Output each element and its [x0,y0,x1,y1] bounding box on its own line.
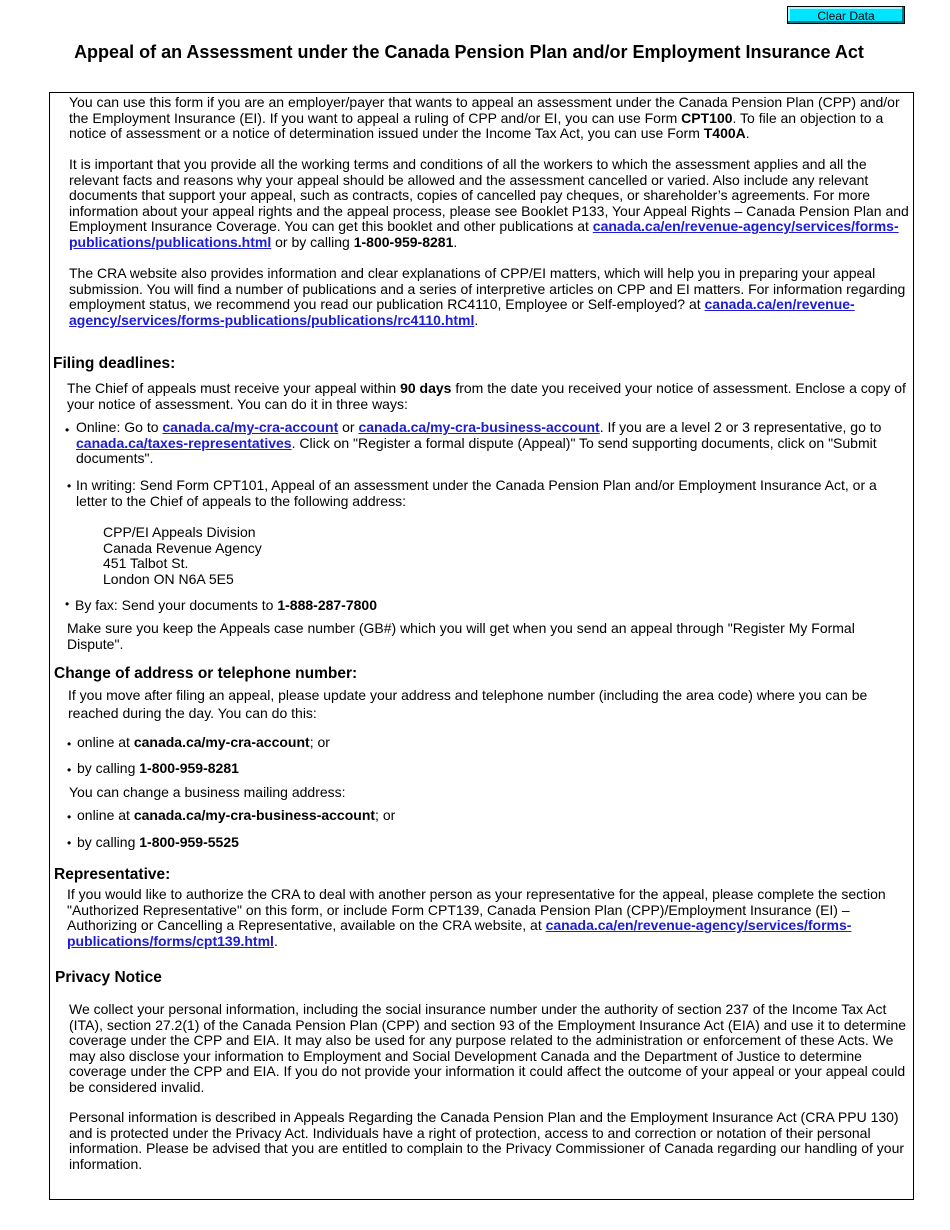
privacy-paragraph-1: We collect your personal information, including the social insurance number under the authority of section 237 of the Income Tax Act (ITA), section 27.2(1) of the Canada Pension Plan (CPP) and section 93 of the Employment Insurance Act (EIA) and use it to determine coverage under the CPP and EIA. It may also be used for any purpose related to the administration or enforcement of these Acts. We may also disclose your information to Employment and Social Development Canada and the Department of Justice to determine coverage under the CPP and EIA. If you do not provide your information it could affect the outcome of your appeal or your appeal could be considered invalid. [69,1001,907,1095]
my-cra-account-link[interactable]: canada.ca/my-cra-account [162,419,339,435]
change-address-paragraph: If you move after filing an appeal, please update your address and telephone number (including the area code) where you can be reached during the day. You can do this: [68,687,868,721]
bullet-dot: • [67,479,72,493]
cpt139-link[interactable]: canada.ca/en/revenue-agency/services/forms-publications/forms/cpt139.html [67,917,852,949]
representative-paragraph: If you would like to authorize the CRA to deal with another person as your representative for the appeal, please complete the section "Authorized Representative" on this form, or include Form CPT139, Canada Pension Plan (CPP)/Employment Insurance (EI) – Authorizing or Cancelling a Representative, available on the CRA website, at canada.ca/en/revenue-agency/services/forms-publications/forms/cpt139.html. [67,886,886,949]
change-item-phone-personal: by calling 1-800-959-8281 [77,760,239,776]
bullet-dot: • [67,810,72,824]
filing-online-item: Online: Go to canada.ca/my-cra-account or canada.ca/my-cra-business-account. If you are a level 2 or 3 representative, go to canada.ca/taxes-representatives. Click on "Register a formal dispute (Appeal)" To send supporting documents, click on "Submit documents". [76,419,882,467]
appeals-case-note: Make sure you keep the Appeals case number (GB#) which you will get when you send an appeal through "Register My Formal Dispute". [67,620,855,652]
mailing-address [103,525,262,587]
clear-data-button[interactable]: Clear Data [787,6,905,24]
privacy-heading: Privacy Notice [55,969,162,986]
page-title: Appeal of an Assessment under the Canada Pension Plan and/or Employment Insurance Act [74,42,864,62]
filing-fax-item: By fax: Send your documents to 1-888-287-7800 [75,597,377,613]
intro-paragraph-1: You can use this form if you are an employer/payer that wants to appeal an assessment under the Canada Pension Plan (CPP) and/or the Employment Insurance (EI). If you want to appeal a ruling of CPP and/or EI, you can use Form CPT100. To file an objection to a notice of assessment or a notice of determination issued under the Income Tax Act, you can use Form T400A. [69,94,900,142]
intro-paragraph-2: It is important that you provide all the working terms and conditions of all the workers to which the assessment applies and all the relevant facts and reasons why your appeal should be allowed and the assessment cancelled or varied. Also include any relevant documents that support your appeal, such as contracts, copies of cancelled pay cheques, or shareholder’s agreements. For more information about your appeal rights and the appeal process, please see Booklet P133, Your Appeal Rights – Canada Pension Plan and Employment Insurance Coverage. You can get this booklet and other publications at canada.ca/en/revenue-agency/services/forms-publications/publications.html or by calling 1-800-959-8281. [69,156,909,250]
filing-writing-item: In writing: Send Form CPT101, Appeal of an assessment under the Canada Pension Plan and/or Employment Insurance Act, or a letter to the Chief of appeals to the following address: [76,477,877,509]
bullet-dot: • [67,836,72,850]
rc4110-link[interactable]: canada.ca/en/revenue-agency/services/forms-publications/publications/rc4110.html [69,296,855,328]
intro-paragraph-3: The CRA website also provides information and clear explanations of CPP/EI matters, which will help you in preparing your appeal submission. You will find a number of publications and a series of interpretive articles on CPP and EI matters. For information regarding employment status, we recommend you read our publication RC4110, Employee or Self-employed? at canada.ca/en/revenue-agency/services/forms-publications/publications/rc4110.html. [69,265,906,328]
address-line: 451 Talbot St. [103,555,189,572]
bullet-dot: • [65,597,70,611]
bullet-dot: • [67,737,72,751]
filing-paragraph: The Chief of appeals must receive your appeal within 90 days from the date you received your notice of assessment. Enclose a copy of your notice of assessment. You can do it in three ways: [67,380,906,412]
address-line: London ON N6A 5E5 [103,570,234,587]
change-address-heading: Change of address or telephone number: [54,665,358,682]
my-cra-business-account-link[interactable]: canada.ca/my-cra-business-account [358,419,600,435]
publications-link[interactable]: canada.ca/en/revenue-agency/services/forms-publications/publications.html [69,218,899,250]
change-item-phone-business: by calling 1-800-959-5525 [77,834,239,850]
taxes-representatives-link[interactable]: canada.ca/taxes-representatives [76,434,292,451]
business-address-paragraph: You can change a business mailing address: [69,784,346,800]
privacy-paragraph-2: Personal information is described in Appeals Regarding the Canada Pension Plan and the Employment Insurance Act (CRA PPU 130) and is protected under the Privacy Act. Individuals have a right of protection, access to and correction or notation of their personal information. Please be advised that you are entitled to complain to the Privacy Commissioner of Canada regarding our handling of your information. [69,1109,905,1172]
filing-deadlines-heading: Filing deadlines: [53,355,176,372]
address-line: CPP/EI Appeals Division [103,524,256,540]
change-item-online-personal: online at canada.ca/my-cra-account; or [77,734,330,750]
bullet-dot: • [65,423,70,437]
change-item-online-business: online at canada.ca/my-cra-business-account; or [77,807,396,823]
representative-heading: Representative: [54,866,171,883]
bullet-dot: • [67,763,72,777]
address-line: Canada Revenue Agency [103,539,262,556]
